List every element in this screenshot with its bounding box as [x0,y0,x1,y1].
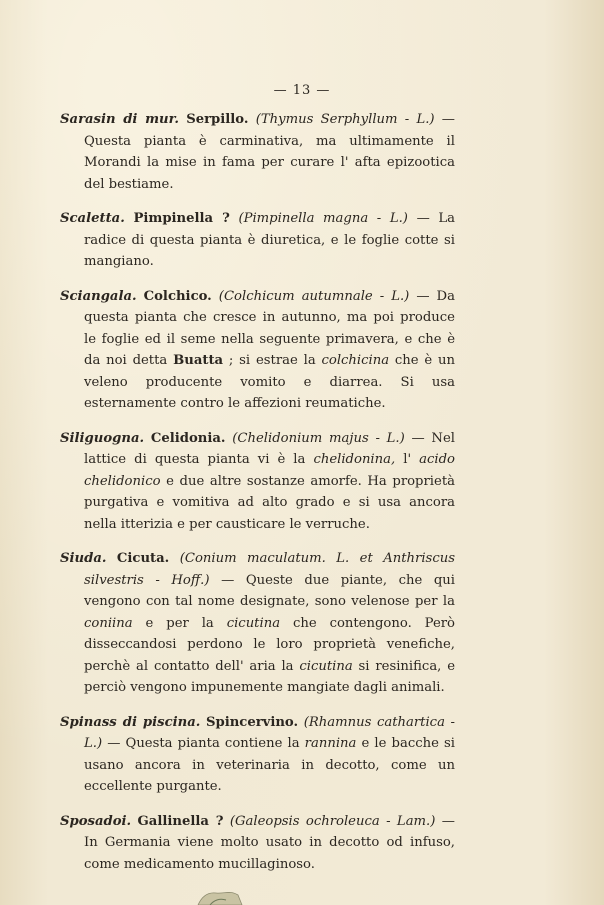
dialect-name: Siliguogna. [60,430,145,446]
common-name: Celidonia. [150,430,226,446]
scientific-name: (Thymus Serphyllum - L.) [255,112,435,127]
entry-paragraph [60,548,455,699]
entry-body: — Queste due piante, che qui vengono con tal nome designate, sono velenose per la [84,572,455,609]
scientific-name: (Pimpinella magna - L.) [238,211,408,226]
library-stamp-mark [196,886,244,905]
common-name: Serpillo. [186,112,249,127]
entry-body: — Questa pianta è carminativa, ma ultimamente il Morandi la mise in fama per curare l' afta epizootica del bestiame. [84,112,455,192]
compound-name: cicutina [226,615,281,631]
entry-paragraph [60,428,455,536]
page-text [60,109,455,888]
entry-paragraph [60,712,455,798]
entry-body: che è un veleno producente vomito e diarrea. Si usa esternamente contro le affezioni reumatiche. [84,353,456,411]
scientific-name: (Rhamnus cathartica - L.) [84,714,455,751]
common-name: Gallinella ? [137,813,224,829]
dialect-name: Spinass di piscina. [60,714,201,730]
dialect-name: Sciangala. [60,288,137,304]
entry-body: — Da questa pianta che cresce in autunno, ma poi produce le foglie ed il seme nella seguente primavera, e che è da noi detta [84,288,455,368]
entry-body: — Nel lattice di questa pianta vi è la [84,430,455,467]
common-name: Cicuta. [116,551,170,566]
common-name: Spincervino. [205,714,299,730]
compound-name: cicutina [299,658,353,674]
entry-body: — In Germania viene molto usato in decotto od infuso, come medicamento mucillaginoso. [84,813,455,872]
compound-name: coniina [84,615,133,631]
entry-scaletta [60,208,455,273]
entry-sciangala [60,286,455,415]
entry-siliguogna [60,428,455,536]
entry-body: ; si estrae la [223,353,322,368]
dialect-name: Sposadoi. [60,813,132,829]
scientific-name: (Chelidonium majus - L.) [232,430,405,446]
compound-name: chelidonina, [313,452,396,467]
dialect-name: Sarasin di mur. [60,112,179,127]
entry-body: e due altre sostanze amorfe. Ha proprietà purgativa e vomitiva ad alto grado e si usa ancora nella itterizia e per causticare le verruche. [84,473,455,532]
local-name: Buatta [173,353,224,368]
page-number: — 13 — [273,83,331,98]
entry-paragraph [60,208,455,273]
entry-body: l' [395,452,420,467]
entry-spinass [60,712,455,798]
compound-name: colchicina [321,353,390,368]
scientific-name: (Galeopsis ochroleuca - Lam.) [229,813,436,829]
entry-paragraph [60,811,455,876]
entry-paragraph [60,109,455,195]
dialect-name: Siuda. [60,551,107,566]
scientific-name: (Colchicum autumnale - L.) [218,288,410,304]
entry-body: si resinifica, e perciò vengono impunemente mangiate dagli animali. [84,658,455,695]
entry-siuda [60,548,455,699]
entry-sposadoi [60,811,455,876]
entry-body: che contengono. Però disseccandosi perdono le loro proprietà venefiche, perchè al contatto dell' aria la [84,615,455,674]
common-name: Colchico. [143,288,212,304]
dialect-name: Scaletta. [60,211,125,226]
scientific-name: (Conium maculatum. L. et Anthriscus silvestris - Hoff.) [84,551,455,588]
entry-body: e le bacche si usano ancora in veterinaria in decotto, come un eccellente purgante. [84,736,456,794]
entry-body: e per la [132,615,227,631]
compound-name: rannina [304,736,357,751]
entry-body: — Questa pianta contiene la [102,736,305,751]
entry-sarasin [60,109,455,195]
compound-name: acido chelidonico [84,452,455,489]
entry-body: — La radice di questa pianta è diuretica, e le foglie cotte si mangiano. [84,211,455,269]
common-name: Pimpinella ? [133,211,230,226]
entry-paragraph [60,286,455,415]
